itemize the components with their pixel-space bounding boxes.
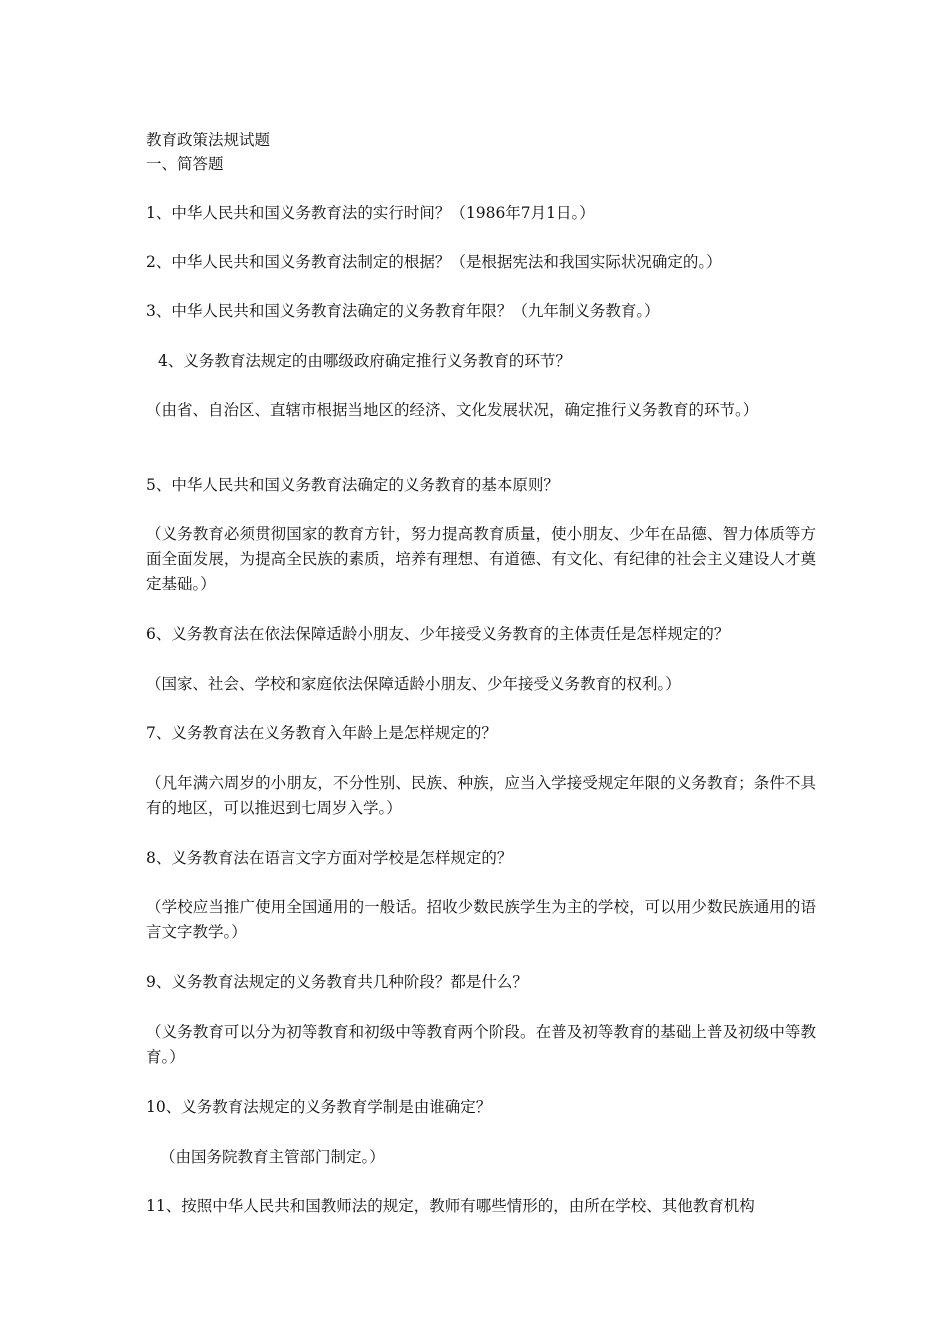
question-9: 9、义务教育法规定的义务教育共几种阶段？都是什么？ [146, 973, 528, 991]
question-7: 7、义务教育法在义务教育入年龄上是怎样规定的？ [146, 724, 497, 742]
question-2: 2、中华人民共和国义务教育法制定的根据？（是根据宪法和我国实际状况确定的。） [146, 253, 722, 271]
answer-5: （义务教育必须贯彻国家的教育方针，努力提高教育质量，使小朋友、少年在品德、智力体质等方面全面发展，为提高全民族的素质，培养有理想、有道德、有文化、有纪律的社会主义建设人才奠定基础。） [146, 525, 816, 593]
question-5: 5、中华人民共和国义务教育法确定的义务教育的基本原则？ [146, 476, 559, 494]
question-8: 8、义务教育法在语言文字方面对学校是怎样规定的？ [146, 849, 513, 867]
answer-7: （凡年满六周岁的小朋友，不分性别、民族、种族，应当入学接受规定年限的义务教育；条件不具有的地区，可以推迟到七周岁入学。） [146, 774, 816, 817]
answer-4: （由省、自治区、直辖市根据当地区的经济、文化发展状况，确定推行义务教育的环节。） [146, 401, 759, 419]
question-6: 6、义务教育法在依法保障适龄小朋友、少年接受义务教育的主体责任是怎样规定的？ [146, 625, 730, 643]
question-4: 4、义务教育法规定的由哪级政府确定推行义务教育的环节？ [158, 352, 571, 370]
answer-8: （学校应当推广使用全国通用的一般话。招收少数民族学生为主的学校，可以用少数民族通用的语言文字教学。） [146, 898, 816, 941]
answer-9: （义务教育可以分为初等教育和初级中等教育两个阶段。在普及初等教育的基础上普及初级中等教育。） [146, 1023, 816, 1066]
question-11: 11、按照中华人民共和国教师法的规定，教师有哪些情形的，由所在学校、其他教育机构 [146, 1197, 755, 1215]
question-3: 3、中华人民共和国义务教育法确定的义务教育年限？（九年制义务教育。） [146, 302, 660, 320]
document-title: 教育政策法规试题 [146, 131, 271, 149]
answer-6: （国家、社会、学校和家庭依法保障适龄小朋友、少年接受义务教育的权利。） [146, 675, 681, 693]
answer-10: （由国务院教育主管部门制定。） [160, 1148, 385, 1166]
question-10: 10、义务教育法规定的义务教育学制是由谁确定？ [146, 1098, 492, 1116]
section-heading: 一、简答题 [146, 155, 224, 173]
question-1: 1、中华人民共和国义务教育法的实行时间？（1986年7月1日。） [146, 204, 595, 222]
